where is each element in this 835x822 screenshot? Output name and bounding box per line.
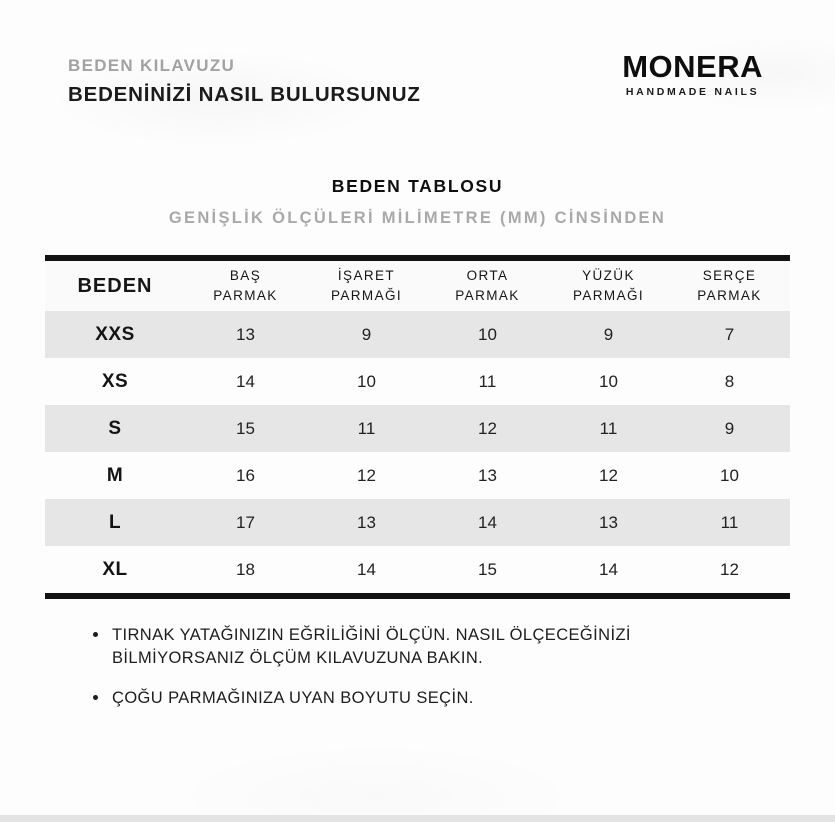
note-measure-curvature: TIRNAK YATAĞINIZIN EĞRİLİĞİNİ ÖLÇÜN. NASIL ÖLÇECEĞİNİZİ BİLMİYORSANIZ ÖLÇÜM KILAVUZUNA BAKIN. — [88, 624, 736, 671]
cell-value: 12 — [357, 465, 376, 485]
column-header-line: PARMAĞI — [330, 288, 403, 303]
cell-value: 14 — [599, 559, 618, 579]
cell-value: 15 — [478, 559, 497, 579]
cell-value: 18 — [236, 559, 255, 579]
cell-value: 17 — [236, 512, 255, 532]
page-bottom-edge — [0, 815, 835, 822]
brand-logo — [622, 50, 763, 98]
cell-value: 12 — [478, 418, 497, 438]
column-header-beden: BEDEN — [77, 275, 153, 297]
table-header-row — [45, 261, 790, 311]
column-header-bas-parmak — [185, 266, 306, 307]
cell-value: 8 — [724, 371, 735, 391]
cell-value: 14 — [478, 512, 497, 532]
cell-value: 10 — [720, 465, 739, 485]
brand-tagline: HANDMADE NAILS — [625, 86, 760, 99]
table-row-xs — [45, 358, 790, 405]
table-row-s — [45, 405, 790, 452]
table-section-title: BEDEN TABLOSU — [331, 176, 504, 196]
size-label: XXS — [95, 323, 135, 345]
cell-value: 10 — [357, 371, 376, 391]
size-label: XL — [102, 558, 128, 580]
table-row-l — [45, 499, 790, 546]
column-header-line: BAŞ — [229, 267, 262, 283]
column-header-line: PARMAK — [697, 288, 762, 303]
column-header-line: PARMAĞI — [572, 288, 645, 303]
column-header-line: YÜZÜK — [582, 267, 635, 283]
cell-value: 13 — [357, 512, 376, 532]
cell-value: 14 — [236, 371, 255, 391]
cell-value: 12 — [720, 559, 739, 579]
cell-value: 14 — [357, 559, 376, 579]
cell-value: 9 — [361, 324, 372, 344]
column-header-isaret-parmagi — [306, 266, 427, 307]
column-header-line: İŞARET — [337, 267, 396, 283]
page-header — [68, 56, 421, 107]
cell-value: 9 — [603, 324, 614, 344]
size-label: S — [108, 417, 122, 439]
table-section-subtitle: GENİŞLİK ÖLÇÜLERİ MİLİMETRE (MM) CİNSİNDEN — [168, 209, 667, 227]
notes-list — [88, 624, 736, 726]
cell-value: 11 — [599, 418, 618, 438]
cell-value: 7 — [724, 324, 735, 344]
page-title: BEDENİNİZİ NASIL BULURSUNUZ — [68, 83, 421, 106]
cell-value: 12 — [599, 465, 618, 485]
page-eyebrow: BEDEN KILAVUZU — [68, 56, 236, 75]
column-header-serce-parmak — [669, 266, 790, 307]
size-label: XS — [101, 370, 129, 392]
note-choose-size: ÇOĞU PARMAĞINIZA UYAN BOYUTU SEÇİN. — [88, 687, 736, 710]
cell-value: 15 — [236, 418, 255, 438]
cell-value: 13 — [236, 324, 255, 344]
column-header-line: PARMAK — [213, 288, 278, 303]
table-row-xxs — [45, 311, 790, 358]
cell-value: 9 — [724, 418, 735, 438]
size-table — [45, 255, 790, 599]
column-header-yuzuk-parmagi — [548, 266, 669, 307]
column-header-orta-parmak — [427, 266, 548, 307]
size-label: M — [106, 464, 124, 486]
cell-value: 10 — [478, 324, 497, 344]
column-header-line: SERÇE — [702, 267, 757, 283]
column-header-line: PARMAK — [455, 288, 520, 303]
cell-value: 11 — [720, 512, 739, 532]
table-row-m — [45, 452, 790, 499]
cell-value: 10 — [599, 371, 618, 391]
cell-value: 11 — [357, 418, 376, 438]
table-row-xl — [45, 546, 790, 593]
cell-value: 11 — [478, 371, 497, 391]
brand-name: MONERA — [622, 49, 763, 84]
cell-value: 16 — [236, 465, 255, 485]
cell-value: 13 — [478, 465, 497, 485]
cell-value: 13 — [599, 512, 618, 532]
size-label: L — [108, 511, 122, 533]
column-header-line: ORTA — [466, 267, 509, 283]
